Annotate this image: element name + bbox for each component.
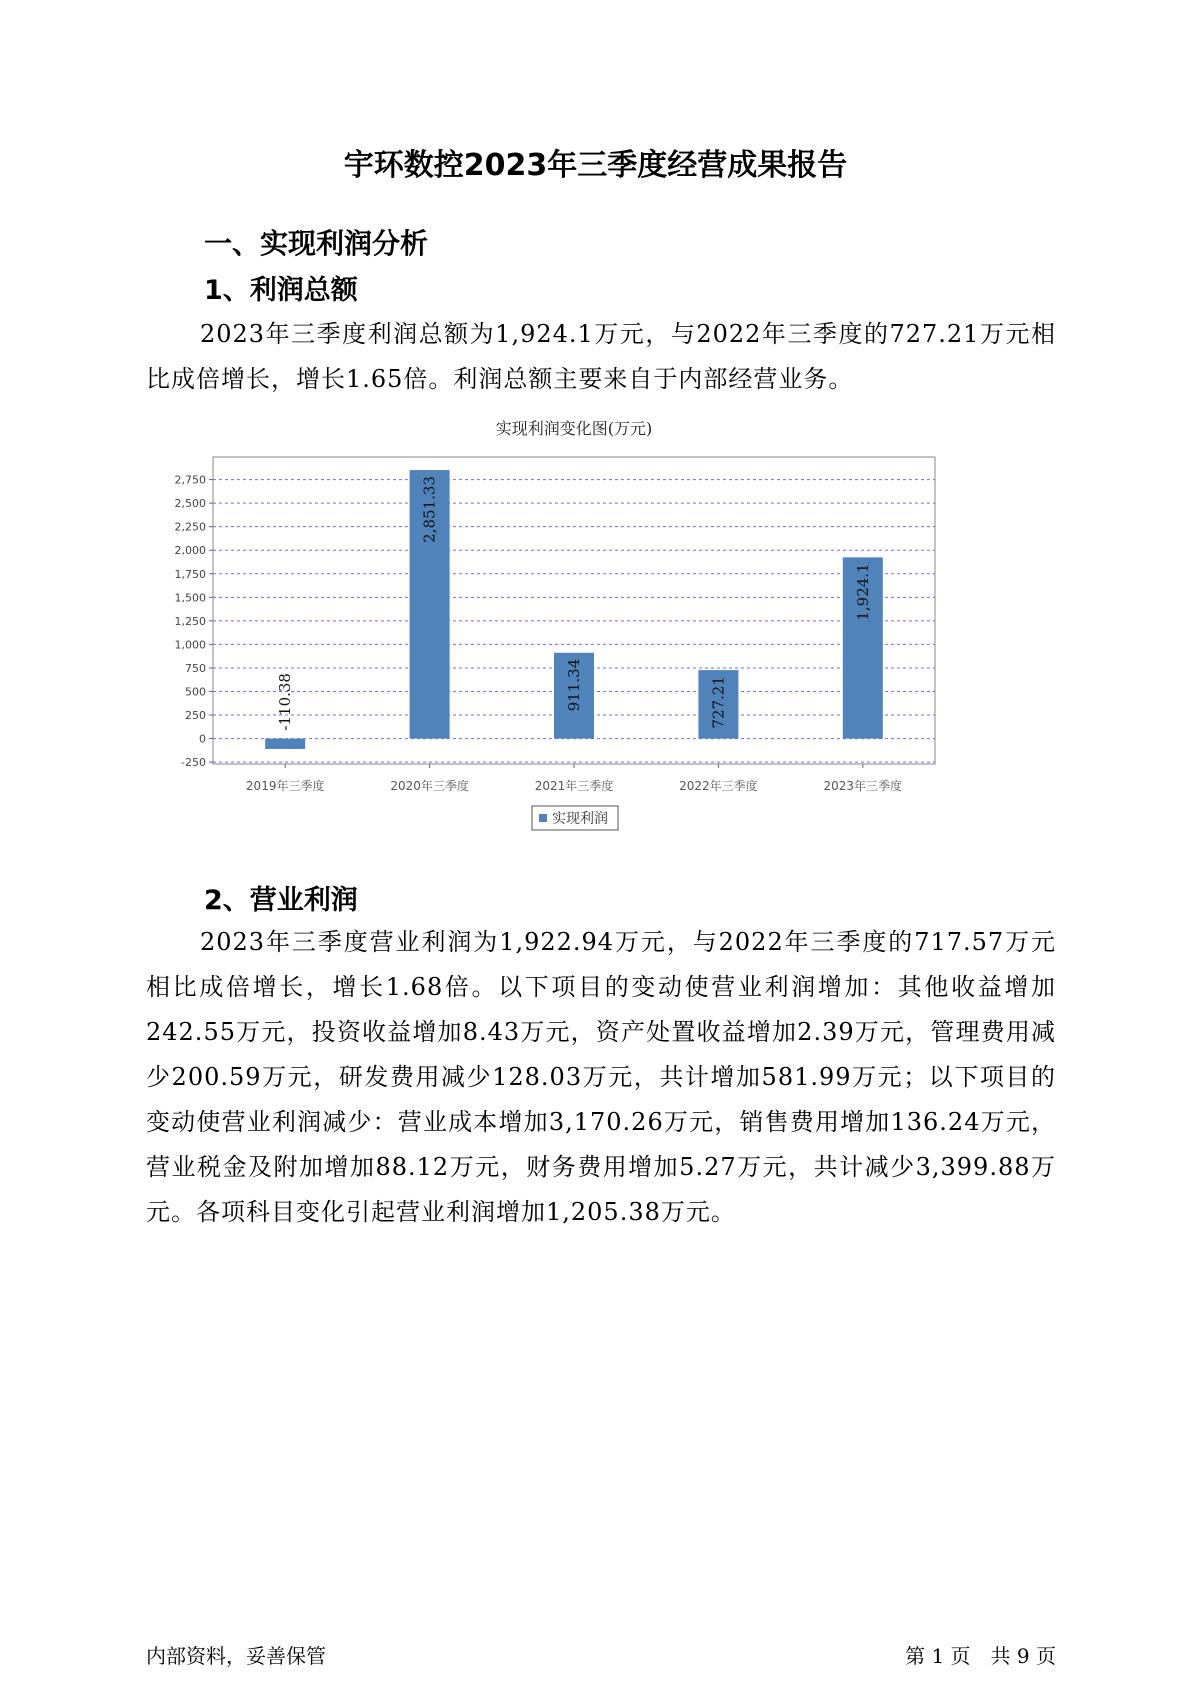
total-profit-paragraph: 2023年三季度利润总额为1,924.1万元，与2022年三季度的727.21万元相比成倍增长，增长1.65倍。利润总额主要来自于内部经营业务。 [146,320,1056,393]
profit-chart [150,419,1030,910]
x-tick-label: 2020年三季度 [390,779,469,793]
profit-chart-svg [150,419,1030,910]
y-tick-label: 1,750 [174,567,206,581]
x-tick-label: 2022年三季度 [679,779,758,793]
document-title: 宇环数控2023年三季度经营成果报告 [343,148,848,183]
y-tick-label: 1,500 [174,591,206,605]
y-tick-label: 2,500 [174,497,206,511]
legend-swatch [539,814,547,822]
y-tick-label: 500 [185,685,206,699]
footer-page-number: 第 1 页 共 9 页 [905,1644,1056,1668]
bar-value-label: 911.34 [565,658,583,712]
chart-title: 实现利润变化图(万元) [495,419,653,438]
bar-value-label: 727.21 [709,676,728,729]
bar-value-label: -110.38 [276,673,295,731]
bar-value-label: 1,924.1 [853,563,872,621]
x-tick-label: 2021年三季度 [534,779,614,793]
y-tick-label: 0 [199,732,206,746]
y-tick-label: 2,250 [174,520,206,534]
subsection-heading-total-profit: 1、利润总额 [204,275,358,306]
y-tick-label: 2,000 [174,544,206,558]
footer-confidential-note: 内部资料，妥善保管 [146,1644,326,1668]
x-tick-label: 2023年三季度 [823,779,903,793]
y-tick-label: 2,750 [174,473,206,487]
bar-value-label: 2,851.33 [420,476,439,543]
y-tick-label: -250 [181,756,206,770]
bar [265,739,305,749]
operating-profit-paragraph: 2023年三季度营业利润为1,922.94万元，与2022年三季度的717.57万元相比成倍增长，增长1.68倍。以下项目的变动使营业利润增加：其他收益增加242.55万元，投资收益增加8.43万元，资产处置收益增加2.39万元，管理费用减少200.59万元，研发费用减少128.03万元，共计增加581.99万元；以下项目的变动使营业利润减少：营业成本增加3,170.26万元，销售费用增加136.24万元，营业税金及附加增加88.12万元，财务费用增加5.27万元，共计减少3,399.88万元。各项科目变化引起营业利润增加1,205.38万元。 [146,928,1056,1226]
legend-label: 实现利润 [552,811,608,827]
subsection-heading-operating-profit: 2、营业利润 [204,885,358,916]
y-tick-label: 750 [185,661,206,675]
y-tick-label: 250 [185,709,206,723]
y-tick-label: 1,250 [174,614,206,628]
y-tick-label: 1,000 [174,638,206,652]
x-tick-label: 2019年三季度 [245,779,325,793]
section-heading-profit-analysis: 一、实现利润分析 [204,227,429,260]
